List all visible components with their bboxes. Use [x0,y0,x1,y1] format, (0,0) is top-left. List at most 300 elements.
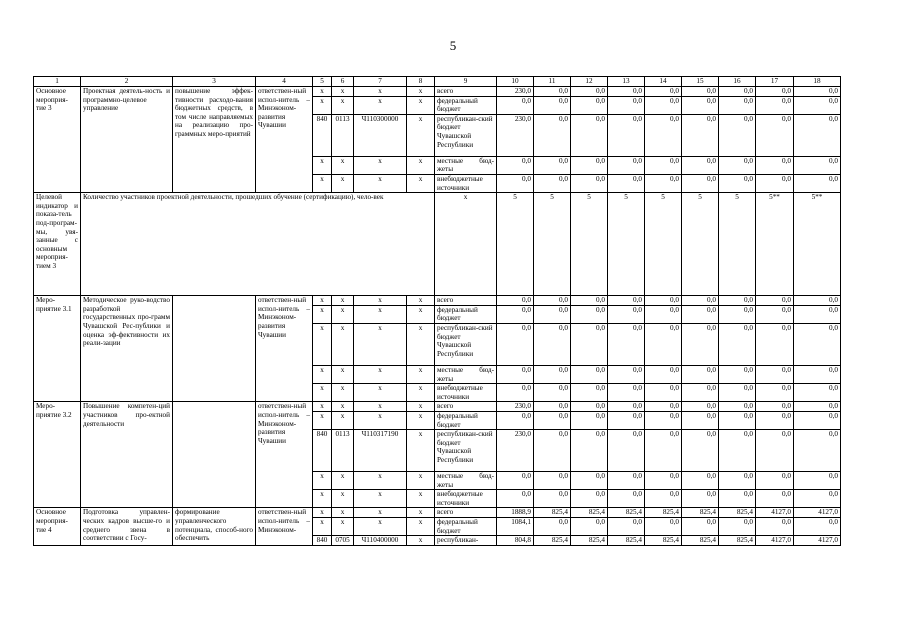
event-name-cell: Повышение компетен-ций участников про-ектной деятельности [81,402,173,508]
amount-cell: 0,0 [719,384,756,402]
amount-cell: 0,0 [794,472,841,490]
amount-cell: 0,0 [719,305,756,323]
target-code-cell: x [354,156,407,174]
goal-cell: повышение эффек-тивности расходо-вания бюджетных средств, в том числе направляемых на реализацию про-граммных меро-приятий [173,87,256,193]
section-code-cell: x [332,156,354,174]
amount-cell: 230,0 [497,430,534,472]
target-code-cell: Ч110317190 [354,430,407,472]
amount-cell: 0,0 [719,365,756,383]
amount-cell: 0,0 [756,430,794,472]
expense-type-cell: x [407,518,435,536]
amount-cell: 0,0 [608,430,645,472]
amount-cell: 0,0 [497,156,534,174]
amount-cell: 0,0 [534,114,571,156]
funding-source-cell: федеральный бюджет [435,96,497,114]
amount-cell: 0,0 [682,402,719,412]
amount-cell: 0,0 [645,365,682,383]
target-code-cell: x [354,411,407,429]
amount-cell: 0,0 [645,114,682,156]
amount-cell: 0,0 [645,490,682,508]
amount-cell: 0,0 [497,411,534,429]
amount-cell: 0,0 [497,490,534,508]
amount-cell: 0,0 [497,174,534,192]
amount-cell: 0,0 [719,490,756,508]
target-code-cell: x [354,174,407,192]
expense-type-cell: x [407,296,435,306]
amount-cell: 0,0 [645,430,682,472]
budget-code-cell: x [313,472,332,490]
indicator-value-cell: 5** [756,193,794,296]
amount-cell: 0,0 [571,296,608,306]
amount-cell: 0,0 [756,174,794,192]
budget-code-cell: x [313,365,332,383]
expense-type-cell: x [407,174,435,192]
event-code-cell: Основное мероприя-тие 4 [34,508,81,545]
amount-cell: 0,0 [756,96,794,114]
amount-cell: 0,0 [794,430,841,472]
amount-cell: 0,0 [682,384,719,402]
amount-cell: 0,0 [534,402,571,412]
expense-type-cell: x [407,384,435,402]
amount-cell: 0,0 [794,402,841,412]
amount-cell: 0,0 [645,518,682,536]
amount-cell: 0,0 [497,96,534,114]
target-code-cell: x [354,296,407,306]
section-code-cell: x [332,508,354,518]
amount-cell: 0,0 [608,384,645,402]
amount-cell: 0,0 [719,430,756,472]
section-code-cell: x [332,87,354,97]
funding-source-cell: федеральный бюджет [435,411,497,429]
indicator-value-cell: 5 [645,193,682,296]
amount-cell: 0,0 [645,87,682,97]
event-name-cell: Проектная деятель-ность и программно-целевое управление [81,87,173,193]
target-code-cell: Ч110300000 [354,114,407,156]
amount-cell: 0,0 [571,323,608,365]
amount-cell: 825,4 [682,536,719,546]
section-code-cell: x [332,323,354,365]
amount-cell: 0,0 [794,518,841,536]
target-code-cell: x [354,472,407,490]
budget-code-cell: x [313,96,332,114]
expense-type-cell: x [407,472,435,490]
program-resources-table [33,76,841,546]
amount-cell: 825,4 [534,508,571,518]
goal-cell: формирование управленческого потенциала, способ-ного обеспечить [173,508,256,545]
amount-cell: 0,0 [719,156,756,174]
amount-cell: 0,0 [534,323,571,365]
indicator-value-cell: 5 [682,193,719,296]
indicator-text-cell: Количество участников проектной деятельности, прошедших обучение (сертификацию), чело-век [81,193,435,296]
amount-cell: 825,4 [534,536,571,546]
column-number-cell: 16 [719,77,756,87]
amount-cell: 0,0 [608,402,645,412]
funding-source-cell: всего [435,296,497,306]
expense-type-cell: x [407,156,435,174]
funding-source-cell: местные бюд-жеты [435,472,497,490]
indicator-value-cell: 5 [719,193,756,296]
section-code-cell: x [332,365,354,383]
column-number-cell: 7 [354,77,407,87]
amount-cell: 0,0 [794,305,841,323]
amount-cell: 0,0 [756,402,794,412]
amount-cell: 0,0 [497,296,534,306]
amount-cell: 0,0 [756,490,794,508]
amount-cell: 0,0 [682,305,719,323]
section-code-cell: 0113 [332,430,354,472]
event-code-cell: Меро-приятие 3.2 [34,402,81,508]
amount-cell: 0,0 [608,490,645,508]
indicator-value-cell: 5 [571,193,608,296]
amount-cell: 0,0 [645,384,682,402]
amount-cell: 0,0 [534,411,571,429]
indicator-label-cell: Целевой индикатор и показа-тель под-програм-мы, увя-занные с основным мероприя-тием 3 [34,193,81,296]
section-code-cell: x [332,472,354,490]
expense-type-cell: x [407,490,435,508]
amount-cell: 0,0 [794,96,841,114]
amount-cell: 230,0 [497,114,534,156]
amount-cell: 0,0 [719,174,756,192]
header-row [34,77,841,87]
funding-source-cell: всего [435,402,497,412]
amount-cell: 0,0 [794,296,841,306]
target-code-cell: x [354,508,407,518]
budget-code-cell: x [313,323,332,365]
amount-cell: 0,0 [645,411,682,429]
budget-code-cell: x [313,174,332,192]
amount-cell: 0,0 [719,114,756,156]
budget-code-cell: 840 [313,536,332,546]
indicator-value-cell: 5** [794,193,841,296]
amount-cell: 0,0 [497,365,534,383]
amount-cell: 0,0 [571,411,608,429]
section-code-cell: x [332,402,354,412]
column-number-cell: 1 [34,77,81,87]
amount-cell: 0,0 [682,323,719,365]
budget-code-cell: x [313,156,332,174]
column-number-cell: 8 [407,77,435,87]
amount-cell: 0,0 [534,96,571,114]
amount-cell: 0,0 [794,323,841,365]
amount-cell: 0,0 [794,87,841,97]
amount-cell: 0,0 [756,411,794,429]
amount-cell: 0,0 [534,518,571,536]
amount-cell: 0,0 [756,296,794,306]
indicator-x-cell: x [435,193,497,296]
amount-cell: 0,0 [756,384,794,402]
amount-cell: 0,0 [571,96,608,114]
amount-cell: 0,0 [497,305,534,323]
amount-cell: 825,4 [719,536,756,546]
funding-source-cell: внебюджетные источники [435,384,497,402]
budget-code-cell: x [313,87,332,97]
amount-cell: 0,0 [756,114,794,156]
amount-cell: 0,0 [534,87,571,97]
amount-cell: 0,0 [534,430,571,472]
amount-cell: 0,0 [571,402,608,412]
amount-cell: 825,4 [645,536,682,546]
amount-cell: 4127,0 [756,508,794,518]
amount-cell: 0,0 [719,411,756,429]
amount-cell: 0,0 [719,323,756,365]
amount-cell: 230,0 [497,402,534,412]
expense-type-cell: x [407,402,435,412]
amount-cell: 0,0 [756,87,794,97]
table-body [34,77,841,546]
amount-cell: 0,0 [682,472,719,490]
amount-cell: 0,0 [571,156,608,174]
amount-cell: 0,0 [534,156,571,174]
section-code-cell: x [332,384,354,402]
column-number-cell: 13 [608,77,645,87]
amount-cell: 0,0 [794,490,841,508]
amount-cell: 0,0 [682,365,719,383]
amount-cell: 0,0 [608,174,645,192]
section-code-cell: x [332,490,354,508]
amount-cell: 0,0 [756,156,794,174]
target-code-cell: x [354,518,407,536]
goal-cell [173,296,256,402]
amount-cell: 0,0 [608,365,645,383]
event-code-cell: Основное мероприя-тие 3 [34,87,81,193]
amount-cell: 825,4 [571,508,608,518]
budget-code-cell: x [313,490,332,508]
column-number-cell: 14 [645,77,682,87]
amount-cell: 0,0 [645,323,682,365]
executor-cell: ответствен-ный испол-нитель – Минэконом-развития Чувашии [256,87,313,193]
funding-source-cell: местные бюд-жеты [435,365,497,383]
funding-source-cell: федеральный бюджет [435,305,497,323]
amount-cell: 0,0 [682,490,719,508]
amount-cell: 0,0 [534,174,571,192]
column-number-cell: 2 [81,77,173,87]
amount-cell: 0,0 [608,296,645,306]
section-code-cell: 0705 [332,536,354,546]
executor-cell: ответствен-ный испол-нитель – Минэконом-развития Чувашии [256,296,313,402]
funding-source-cell: всего [435,87,497,97]
amount-cell: 0,0 [719,402,756,412]
budget-code-cell: 840 [313,114,332,156]
indicator-value-cell: 5 [608,193,645,296]
amount-cell: 0,0 [794,384,841,402]
amount-cell: 4127,0 [794,508,841,518]
amount-cell: 0,0 [608,96,645,114]
amount-cell: 825,4 [608,508,645,518]
amount-cell: 0,0 [608,411,645,429]
funding-source-cell: федеральный бюджет [435,518,497,536]
budget-code-cell: x [313,296,332,306]
amount-cell: 0,0 [497,472,534,490]
amount-cell: 825,4 [608,536,645,546]
target-code-cell: x [354,384,407,402]
expense-type-cell: x [407,430,435,472]
amount-cell: 804,8 [497,536,534,546]
amount-cell: 0,0 [571,490,608,508]
amount-cell: 0,0 [571,174,608,192]
page-number: 5 [449,38,457,53]
amount-cell: 825,4 [682,508,719,518]
amount-cell: 0,0 [682,430,719,472]
amount-cell: 230,0 [497,87,534,97]
expense-type-cell: x [407,508,435,518]
section-code-cell: x [332,174,354,192]
amount-cell: 0,0 [534,384,571,402]
column-number-cell: 12 [571,77,608,87]
goal-cell [173,402,256,508]
funding-source-cell: республикан- [435,536,497,546]
amount-cell: 4127,0 [794,536,841,546]
expense-type-cell: x [407,411,435,429]
executor-cell: ответствен-ный испол-нитель – Минэконом- [256,508,313,545]
target-code-cell: x [354,305,407,323]
section-code-cell: x [332,518,354,536]
amount-cell: 0,0 [571,365,608,383]
expense-type-cell: x [407,536,435,546]
amount-cell: 0,0 [719,518,756,536]
expense-type-cell: x [407,87,435,97]
amount-cell: 0,0 [682,87,719,97]
column-number-cell: 18 [794,77,841,87]
expense-type-cell: x [407,323,435,365]
expense-type-cell: x [407,96,435,114]
funding-source-cell: республикан-ский бюджет Чувашской Республики [435,430,497,472]
budget-code-cell: x [313,384,332,402]
amount-cell: 0,0 [534,472,571,490]
amount-cell: 0,0 [608,518,645,536]
column-number-cell: 9 [435,77,497,87]
event-code-cell: Меро-приятие 3.1 [34,296,81,402]
amount-cell: 0,0 [608,87,645,97]
funding-row [34,402,841,412]
section-code-cell: x [332,305,354,323]
amount-cell: 0,0 [682,296,719,306]
amount-cell: 0,0 [719,296,756,306]
amount-cell: 0,0 [571,87,608,97]
budget-code-cell: x [313,518,332,536]
amount-cell: 0,0 [682,156,719,174]
amount-cell: 0,0 [534,296,571,306]
amount-cell: 0,0 [608,305,645,323]
amount-cell: 0,0 [571,472,608,490]
column-number-cell: 15 [682,77,719,87]
column-number-cell: 4 [256,77,313,87]
amount-cell: 0,0 [645,174,682,192]
amount-cell: 4127,0 [756,536,794,546]
event-name-cell: Подготовка управлен-ческих кадров высше-го и среднего звена в соответствии с Госу- [81,508,173,545]
amount-cell: 0,0 [645,296,682,306]
amount-cell: 0,0 [756,365,794,383]
funding-source-cell: республикан-ский бюджет Чувашской Республики [435,323,497,365]
indicator-value-cell: 5 [497,193,534,296]
column-number-cell: 11 [534,77,571,87]
amount-cell: 0,0 [756,323,794,365]
funding-source-cell: внебюджетные источники [435,490,497,508]
amount-cell: 0,0 [534,305,571,323]
amount-cell: 0,0 [756,305,794,323]
amount-cell: 1084,1 [497,518,534,536]
column-number-cell: 17 [756,77,794,87]
target-code-cell: x [354,365,407,383]
amount-cell: 1888,9 [497,508,534,518]
amount-cell: 0,0 [794,174,841,192]
column-number-cell: 3 [173,77,256,87]
target-code-cell: x [354,402,407,412]
amount-cell: 0,0 [794,411,841,429]
amount-cell: 0,0 [794,114,841,156]
amount-cell: 0,0 [645,402,682,412]
funding-source-cell: всего [435,508,497,518]
executor-cell: ответствен-ный испол-нитель – Минэконом-развития Чувашии [256,402,313,508]
expense-type-cell: x [407,305,435,323]
amount-cell: 0,0 [571,305,608,323]
amount-cell: 0,0 [571,114,608,156]
budget-code-cell: x [313,411,332,429]
amount-cell: 0,0 [534,365,571,383]
amount-cell: 0,0 [719,87,756,97]
target-code-cell: x [354,323,407,365]
amount-cell: 0,0 [682,174,719,192]
funding-row [34,87,841,97]
amount-cell: 825,4 [571,536,608,546]
amount-cell: 825,4 [719,508,756,518]
amount-cell: 0,0 [645,472,682,490]
amount-cell: 0,0 [534,490,571,508]
amount-cell: 0,0 [682,411,719,429]
amount-cell: 0,0 [571,384,608,402]
amount-cell: 0,0 [608,472,645,490]
amount-cell: 0,0 [682,114,719,156]
column-number-cell: 6 [332,77,354,87]
amount-cell: 0,0 [497,323,534,365]
expense-type-cell: x [407,114,435,156]
column-number-cell: 10 [497,77,534,87]
amount-cell: 0,0 [719,96,756,114]
expense-type-cell: x [407,365,435,383]
amount-cell: 0,0 [645,305,682,323]
amount-cell: 0,0 [682,518,719,536]
amount-cell: 0,0 [645,156,682,174]
amount-cell: 0,0 [682,96,719,114]
funding-source-cell: республикан-ский бюджет Чувашской Республики [435,114,497,156]
budget-code-cell: x [313,508,332,518]
budget-code-cell: x [313,402,332,412]
amount-cell: 0,0 [608,323,645,365]
amount-cell: 0,0 [497,384,534,402]
amount-cell: 0,0 [756,518,794,536]
funding-source-cell: внебюджетные источники [435,174,497,192]
amount-cell: 0,0 [794,365,841,383]
amount-cell: 0,0 [794,156,841,174]
target-code-cell: x [354,490,407,508]
budget-code-cell: x [313,305,332,323]
target-code-cell: x [354,87,407,97]
funding-source-cell: местные бюд-жеты [435,156,497,174]
indicator-row [34,193,841,296]
target-code-cell: x [354,96,407,114]
amount-cell: 0,0 [608,114,645,156]
section-code-cell: 0113 [332,114,354,156]
amount-cell: 0,0 [608,156,645,174]
section-code-cell: x [332,96,354,114]
amount-cell: 0,0 [756,472,794,490]
section-code-cell: x [332,296,354,306]
funding-row [34,508,841,518]
budget-code-cell: 840 [313,430,332,472]
column-number-cell: 5 [313,77,332,87]
amount-cell: 825,4 [645,508,682,518]
section-code-cell: x [332,411,354,429]
indicator-value-cell: 5 [534,193,571,296]
